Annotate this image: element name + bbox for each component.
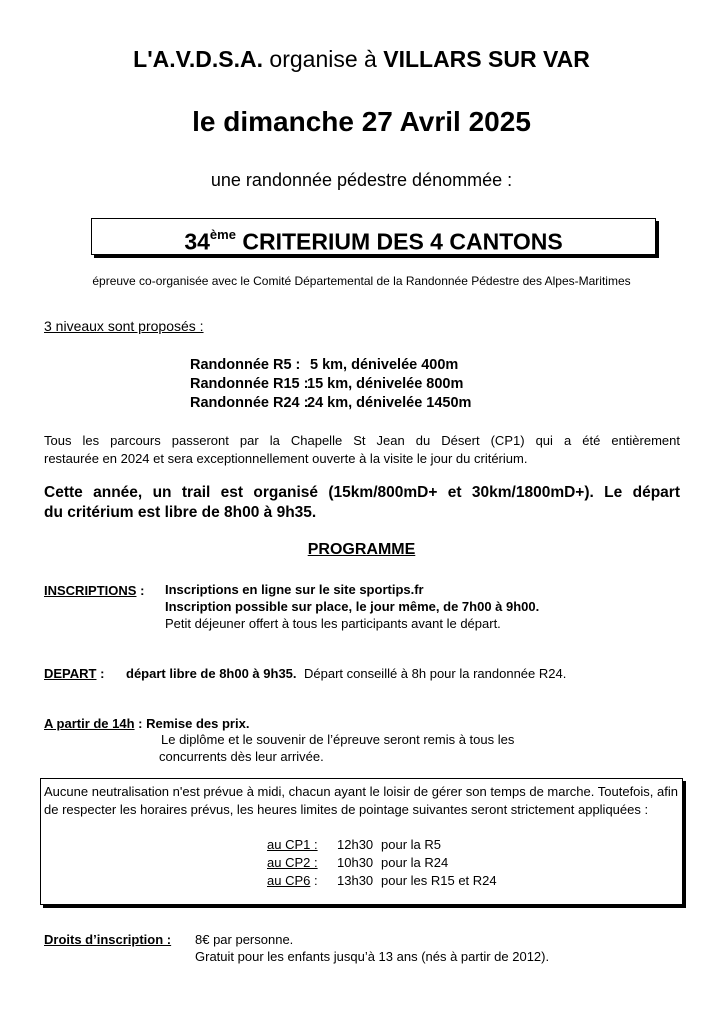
droits-label: Droits d’inscription : — [44, 932, 172, 947]
depart-label: DEPART — [44, 666, 97, 681]
prix-bold: Remise des prix. — [146, 716, 250, 731]
event-title-box — [91, 218, 656, 255]
inscriptions-sep: : — [136, 583, 145, 598]
chapel-line-1 — [44, 432, 680, 450]
inscriptions-row — [44, 582, 144, 600]
checkpoint-target: pour la R5 — [381, 837, 441, 852]
prix-row — [44, 715, 249, 733]
level-row — [190, 376, 463, 392]
checkpoint-target: pour les R15 et R24 — [381, 873, 497, 888]
checkpoint-time: 13h30 — [337, 873, 374, 888]
event-date: le dimanche 27 Avril 2025 — [192, 106, 531, 137]
level-name: Randonnée R15 : — [190, 376, 309, 392]
trail-line-1: Cette année, un trail est organisé (15km/800mD+ et 30km/1800mD+). Le départ — [44, 484, 680, 501]
programme-heading: PROGRAMME — [307, 541, 416, 558]
checkpoint-time: 12h30 — [337, 837, 374, 852]
organise-text: organise à — [269, 46, 377, 72]
checkpoint-time: 10h30 — [337, 855, 374, 870]
checkpoint-label: au CP1 : — [267, 837, 318, 852]
level-desc: 24 km, dénivelée 1450m — [307, 395, 472, 411]
droits-line-1: 8€ par personne. — [195, 932, 294, 947]
checkpoint-row — [267, 873, 497, 888]
edition-number: 34 — [184, 228, 210, 255]
checkpoint-sep: : — [310, 873, 318, 888]
prix-line-3: concurrents dès leur arrivée. — [159, 749, 324, 764]
pointage-text: Aucune neutralisation n'est prévue à midi, chacun ayant le loisir de gérer son temps de marche. Toutefois, afin de respecter les horaires prévus, les heures limites de pointage suivantes seront strictement appliquées : — [44, 784, 678, 817]
depart-bold: départ libre de 8h00 à 9h35. — [126, 666, 297, 681]
level-row — [190, 357, 458, 373]
coorganisation-text: épreuve co-organisée avec le Comité Départemental de la Randonnée Pédestre des Alpes-Maritimes — [92, 274, 631, 288]
inscriptions-line-2: Inscription possible sur place, le jour même, de 7h00 à 9h00. — [165, 599, 540, 614]
level-name: Randonnée R24 : — [190, 395, 309, 411]
checkpoint-row — [267, 837, 441, 852]
prix-sep: : — [134, 716, 147, 731]
trail-line-2: du critérium est libre de 8h00 à 9h35. — [44, 504, 317, 521]
checkpoint-label: au CP6 — [267, 873, 311, 888]
prix-label: A partir de 14h — [44, 716, 135, 731]
level-name: Randonnée R5 : — [190, 357, 301, 373]
depart-sep: : — [96, 666, 105, 681]
checkpoint-row — [267, 855, 448, 870]
levels-heading: 3 niveaux sont proposés : — [44, 318, 204, 334]
inscriptions-line-1: Inscriptions en ligne sur le site sportips.fr — [165, 582, 424, 597]
depart-text — [126, 665, 566, 683]
chapel-line-2: restaurée en 2024 et sera exceptionnellement ouverte à la visite le jour du critérium. — [44, 451, 528, 466]
edition-suffix: ème — [209, 227, 236, 242]
droits-line-2: Gratuit pour les enfants jusqu’à 13 ans (nés à partir de 2012). — [195, 949, 550, 964]
depart-normal: Départ conseillé à 8h pour la randonnée R24. — [303, 666, 567, 681]
inscriptions-label: INSCRIPTIONS — [44, 583, 137, 598]
chapel-text-1: Tous les parcours passeront par la Chapelle St Jean du Désert (CP1) qui a été entièrement — [44, 433, 680, 448]
village-name: VILLARS SUR VAR — [383, 46, 590, 72]
header-line — [0, 46, 723, 73]
organizer-name: L'A.V.D.S.A. — [133, 46, 264, 72]
level-desc: 15 km, dénivelée 800m — [307, 376, 464, 392]
inscriptions-line-3: Petit déjeuner offert à tous les participants avant le départ. — [165, 616, 501, 631]
level-row — [190, 395, 471, 411]
checkpoint-label: au CP2 : — [267, 855, 318, 870]
pointage-box — [40, 778, 683, 905]
checkpoint-target: pour la R24 — [381, 855, 449, 870]
prix-line-2: Le diplôme et le souvenir de l’épreuve seront remis à tous les — [161, 732, 515, 747]
intro-text: une randonnée pédestre dénommée : — [210, 170, 513, 190]
level-desc: 5 km, dénivelée 400m — [310, 357, 459, 373]
event-name: CRITERIUM DES 4 CANTONS — [242, 228, 563, 255]
depart-row — [44, 665, 104, 683]
